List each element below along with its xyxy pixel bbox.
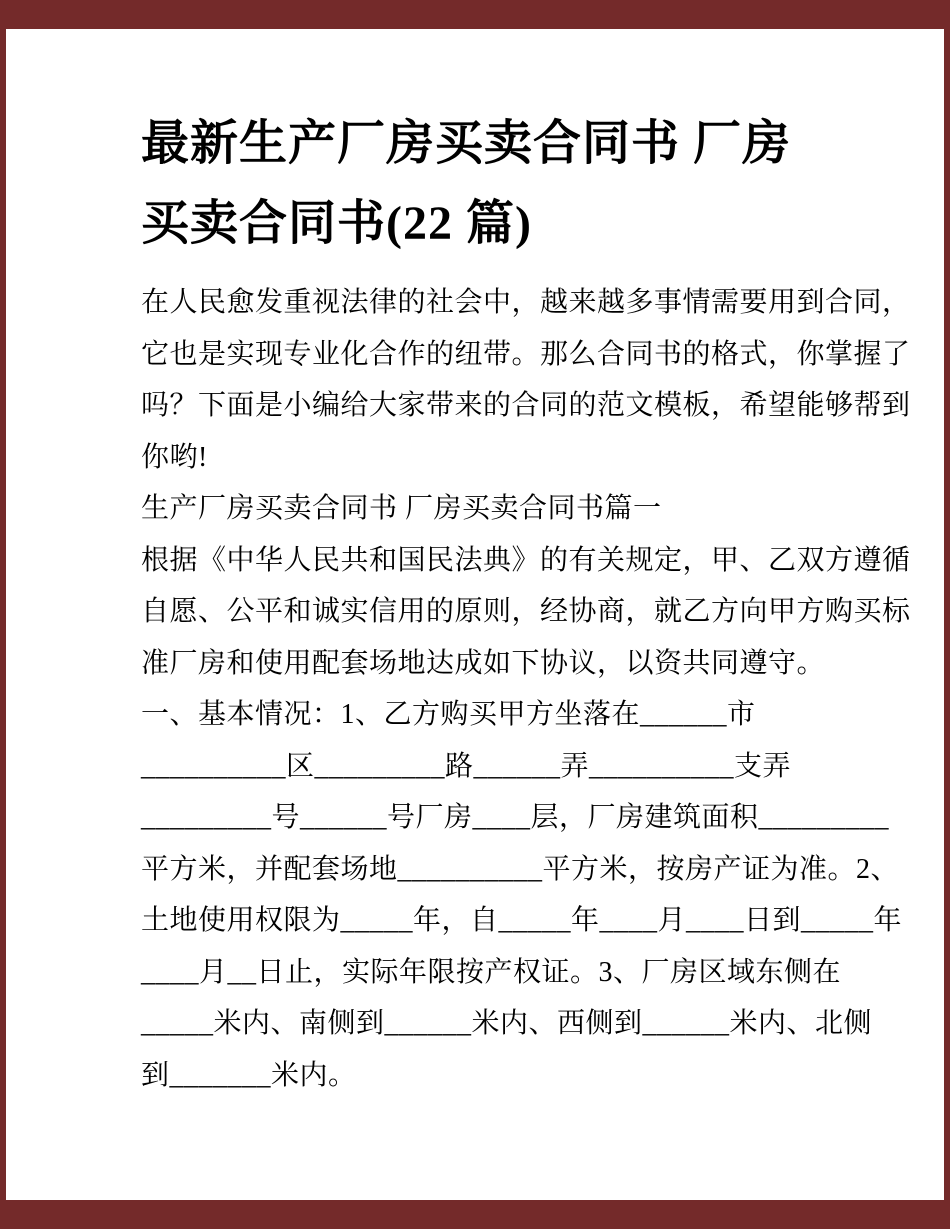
document-body: [141, 277, 911, 1101]
body-line: 吗？下面是小编给大家带来的合同的范文模板，希望能够帮到: [141, 390, 911, 421]
body-line: __________区_________路______弄__________支弄: [141, 750, 792, 782]
page-border-right: [944, 0, 950, 1229]
body-line: 一、基本情况：1、乙方购买甲方坐落在______市: [141, 699, 756, 730]
body-line: 准厂房和使用配套场地达成如下协议，以资共同遵守。: [141, 647, 826, 679]
body-line: 根据《中华人民共和国民法典》的有关规定，甲、乙双方遵循: [141, 544, 911, 576]
body-line: 自愿、公平和诚实信用的原则，经协商，就乙方向甲方购买标: [141, 596, 911, 627]
body-line: ____月__日止，实际年限按产权证。3、厂房区域东侧在: [141, 956, 842, 988]
title-line: 买卖合同书(22 篇): [141, 197, 532, 250]
body-line: 你哟!: [141, 441, 208, 473]
body-line: 平方米，并配套场地__________平方米，按房产证为准。2、: [141, 853, 900, 885]
page-border-bottom: [0, 1200, 950, 1229]
page-border-left: [0, 0, 6, 1229]
body-line: _____米内、南侧到______米内、西侧到______米内、北侧: [141, 1008, 873, 1039]
page-border-top: [0, 0, 950, 29]
body-line: 土地使用权限为_____年，自_____年____月____日到_____年: [141, 905, 903, 936]
title-line: 最新生产厂房买卖合同书 厂房: [141, 117, 792, 170]
body-line: 生产厂房买卖合同书 厂房买卖合同书篇一: [141, 493, 662, 524]
document-title: [141, 104, 831, 264]
body-line: 在人民愈发重视法律的社会中，越来越多事情需要用到合同，: [141, 287, 911, 318]
body-line: 到_______米内。: [141, 1059, 357, 1091]
body-line: _________号______号厂房____层，厂房建筑面积_________: [141, 802, 890, 833]
body-line: 它也是实现专业化合作的纽带。那么合同书的格式，你掌握了: [141, 338, 911, 370]
